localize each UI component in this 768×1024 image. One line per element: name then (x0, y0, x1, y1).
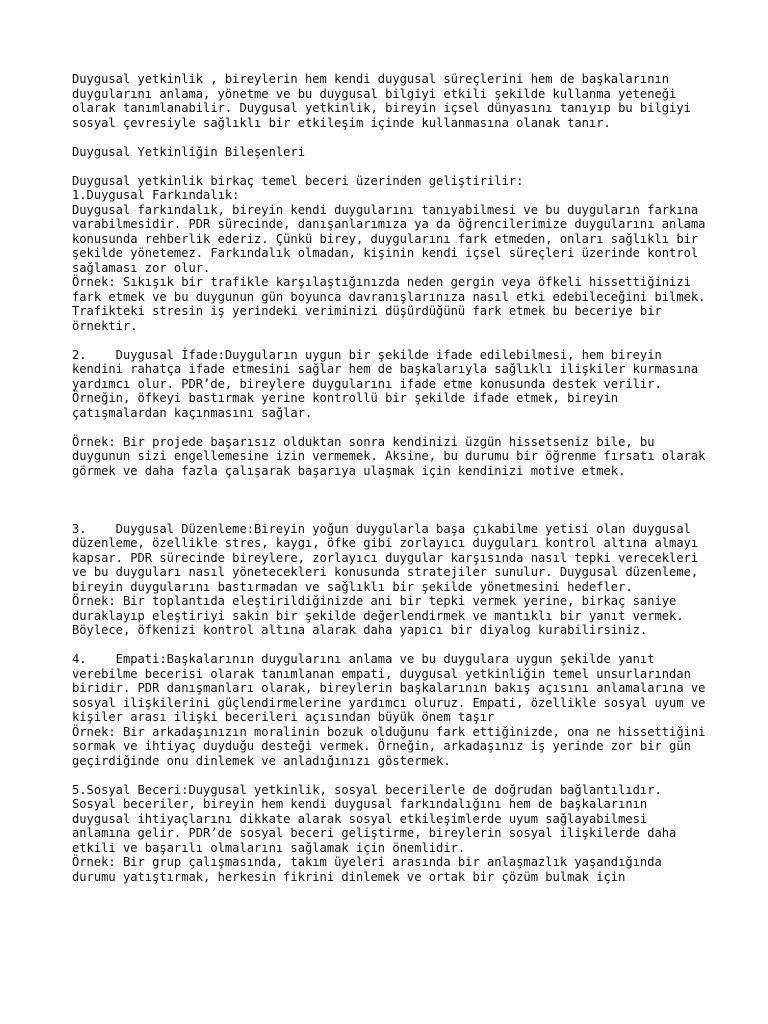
item1-title: 1.Duygusal Farkındalık: (72, 188, 240, 202)
item2-example: Örnek: Bir projede başarısız olduktan sonra kendinizi üzgün hissetseniz bile, bu duygunun sizi engellemesine izin vermemek. Aksine, bu durumu bir öğrenme fırsatı olarak görmek ve daha fazla çalışarak başarıya ulaşmak için kendinizi motive etmek. (72, 434, 713, 478)
section-heading: Duygusal Yetkinliğin Bileşenleri (72, 144, 305, 159)
item5-body: 5.Sosyal Beceri:Duygusal yetkinlik, sosyal becerilerle de doğrudan bağlantılıdır. Sosyal beceriler, bireyin hem kendi duygusal farkındalığını hem de başkalarının duygusal ihtiyaçlarını dikkate alarak sosyal etkileşimlerde uyum sağlayabilmesi anlamına gelir. PDR’de sosyal beceri geliştirme, bireylerin sosyal ilişkilerde daha etkili ve başarılı olmalarını sağlamak için önemlidir. (72, 782, 684, 855)
item3-example: Örnek: Bir toplantıda eleştirildiğinizde ani bir tepki vermek yerine, birkaç saniye duraklayıp eleştiriyi sakin bir şekilde değerlendirmek ve mantıklı bir yanıt vermek. Böylece, öfkenizi kontrol altına alarak daha yapıcı bir diyalog kurabilirsiniz. (72, 594, 691, 637)
blank-spacer (72, 493, 712, 522)
document-page (72, 72, 712, 884)
item5-example: Örnek: Bir grup çalışmasında, takım üyeleri arasında bir anlaşmazlık yaşandığında durumu yatıştırmak, herkesin fikrini dinlemek ve ortak bir çözüm bulmak için (72, 855, 670, 884)
item2-body: 2. Duygusal İfade:Duyguların uygun bir şekilde ifade edilebilmesi, hem bireyin kendini rahatça ifade etmesini sağlar hem de başkalarıyla sağlıklı ilişkiler kurmasına yardımcı olur. PDR’de, bireylere duygularını ifade etme konusunda destek verilir. Örneğin, öfkeyi bastırmak yerine kontrollü bir şekilde ifade etmek, bireyin çatışmalardan kaçınmasını sağlar. (72, 347, 706, 420)
item4-example: Örnek: Bir arkadaşınızın moralinin bozuk olduğunu fark ettiğinizde, ona ne hissettiğini sormak ve ihtiyaç duyduğu desteği vermek. Örneğin, arkadaşınız iş yerinde zor bir gün geçirdiğinde onu dinlemek ve anladığınızı göstermek. (72, 724, 713, 768)
item4-body: 4. Empati:Başkalarının duygularını anlama ve bu duygulara uygun şekilde yanıt verebilme becerisi olarak tanımlanan empati, duygusal yetkinliğin temel unsurlarından biridir. PDR danışmanları olarak, bireylerin başkalarının bakış açısını anlamalarına ve sosyal ilişkilerini güçlendirmelerine yardımcı oluruz. Empati, özellikle sosyal uyum ve kişiler arası ilişki becerileri açısından büyük önem taşır (72, 652, 713, 724)
intro-paragraph: Duygusal yetkinlik , bireylerin hem kendi duygusal süreçlerini hem de başkalarının duygularını anlama, yönetme ve bu duygusal bilgiyi etkili şekilde kullanma yeteneği olarak tanımlanabilir. Duygusal yetkinlik, bireyin içsel dünyasını tanıyıp bu bilgiyi sosyal çevresiyle sağlıklı bir etkileşim içinde kullanmasına olanak tanır. (72, 72, 699, 130)
section-lead: Duygusal yetkinlik birkaç temel beceri üzerinden geliştirilir: (72, 173, 524, 188)
item1-example: Örnek: Sıkışık bir trafikle karşılaştığınızda neden gergin veya öfkeli hissettiğinizi fark etmek ve bu duygunun gün boyunca davranışlarınıza nasıl etki edebileceğini bilmek. Trafikteki stresin iş yerindeki veriminizi düşürdüğünü fark etmek bu beceriye bir örnektir. (72, 275, 713, 333)
item3-body: 3. Duygusal Düzenleme:Bireyin yoğun duygularla başa çıkabilme yetisi olan duygusal düzenleme, özellikle stres, kaygı, öfke gibi zorlayıcı duyguları kontrol altına almayı kapsar. PDR sürecinde bireylere, zorlayıcı duygular karşısında nasıl tepki verecekleri ve bu duyguları nasıl yönetecekleri konusunda stratejiler sunulur. Duygusal düzenleme, bireyin duygularını bastırmadan ve sağlıklı bir şekilde yönetmesini hedefler. (72, 521, 706, 594)
item1-body: Duygusal farkındalık, bireyin kendi duygularını tanıyabilmesi ve bu duyguların farkına varabilmesidir. PDR sürecinde, danışanlarımıza ya da öğrencilerimize duygularını anlama konusunda rehberlik ederiz. Çünkü birey, duygularını fark etmeden, onları sağlıklı bir şekilde yönetemez. Farkındalık olmadan, kişinin kendi içsel süreçleri üzerinde kontrol sağlaması zor olur. (72, 202, 713, 275)
